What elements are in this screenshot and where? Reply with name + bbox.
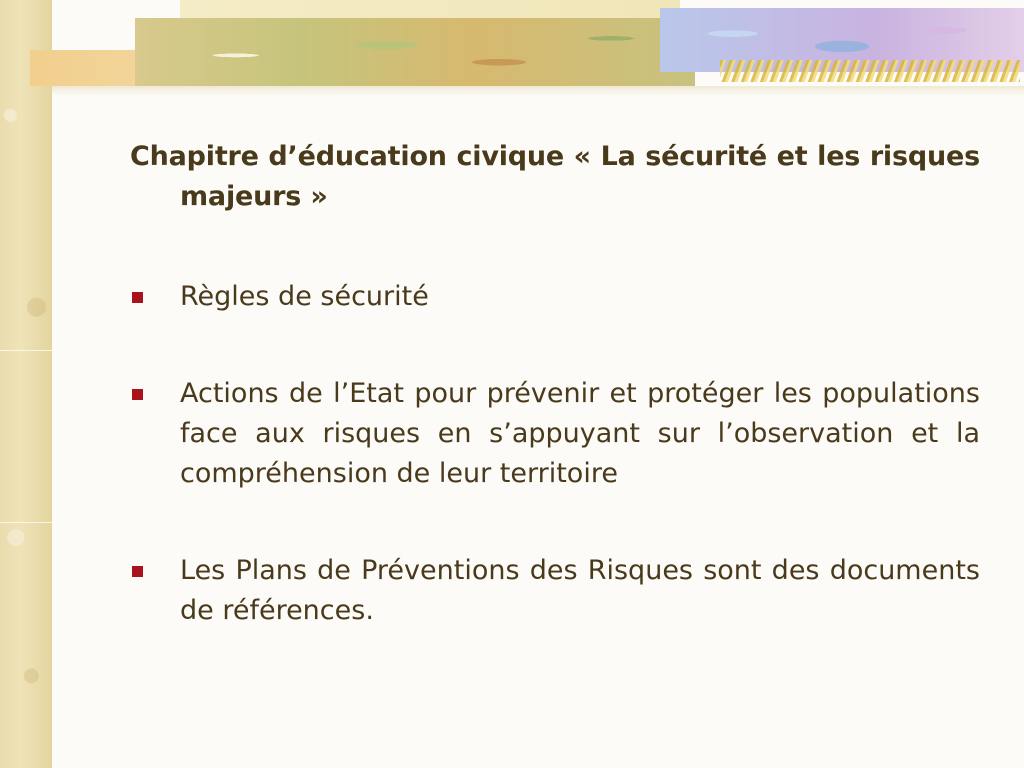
banner-shadow [52,86,1024,96]
list-item [130,277,980,317]
slide-heading: Chapitre d’éducation civique « La sécurité et les risques majeurs » [130,141,980,212]
list-item-text: Règles de sécurité [180,281,429,312]
decorative-banner [0,0,1024,92]
square-bullet-icon [132,389,143,400]
square-bullet-icon [132,292,143,303]
parchment-border [0,0,52,768]
banner-collage-top [180,0,680,20]
list-item [130,551,980,631]
list-item-text: Actions de l’Etat pour prévenir et protéger les populations face aux risques en s’appuyant sur l’observation et la compréhension de leur territoire [180,378,980,489]
banner-grass-image [720,60,1020,82]
slide-content [130,137,980,631]
list-item [130,374,980,494]
square-bullet-icon [132,566,143,577]
bullet-list [130,277,980,631]
banner-leaves-image [135,18,695,86]
list-item-text: Les Plans de Préventions des Risques sont des documents de références. [180,555,980,626]
